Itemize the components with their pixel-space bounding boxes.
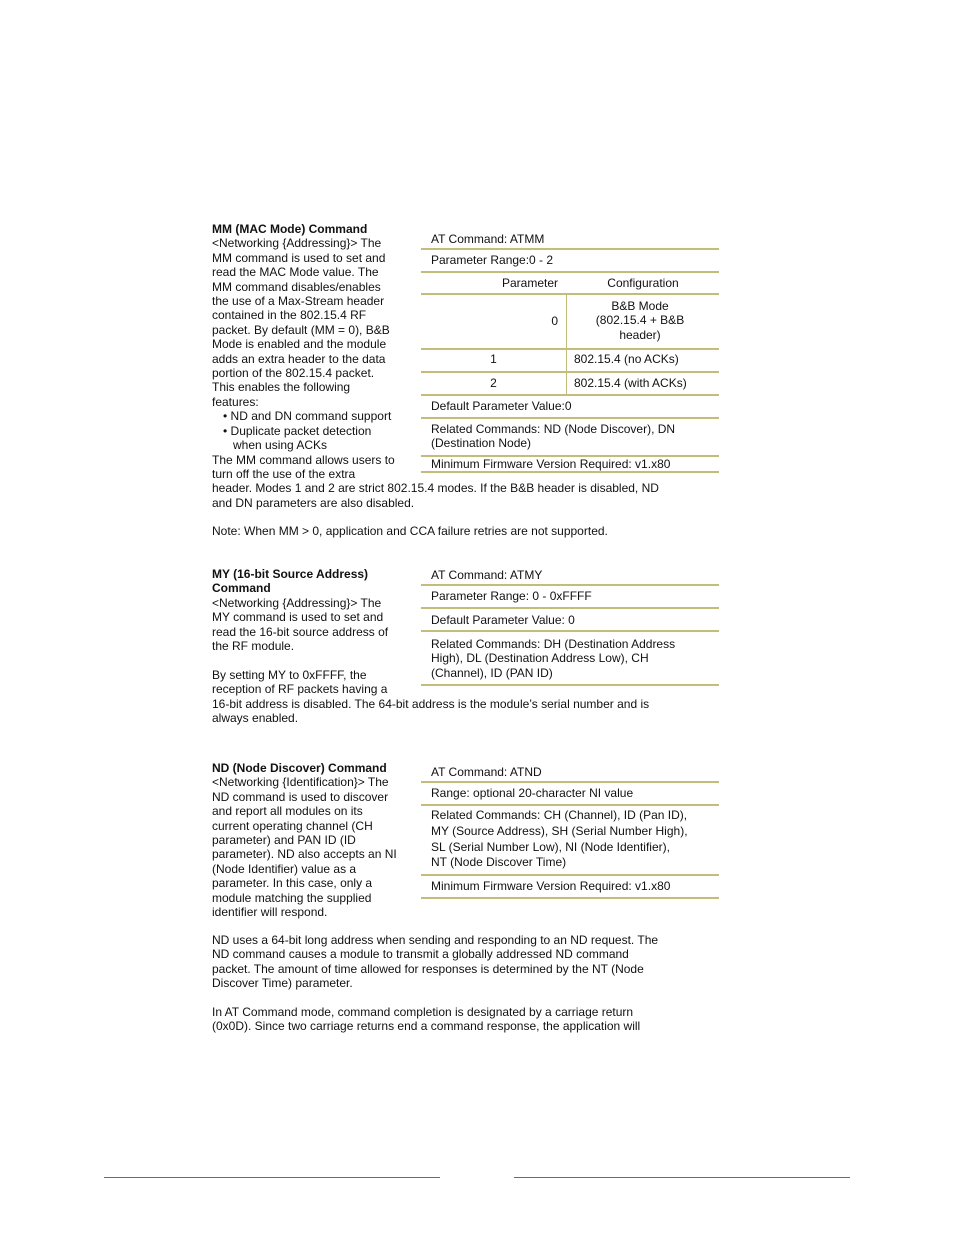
mm-table [421, 228, 719, 474]
my-line: read the 16-bit source address of [212, 624, 389, 639]
mm-line: header. Modes 1 and 2 are strict 802.15.4 modes. If the B&B header is disabled, ND [212, 481, 659, 496]
nd-line: parameter) and PAN ID (ID [212, 833, 356, 848]
mm-related: Related Commands: ND (Node Discover), DN (Destination Node) [431, 422, 676, 451]
nd-line: (Node Identifier) value as a [212, 861, 357, 876]
mm-line: features: [212, 394, 259, 409]
nd-line: parameter). ND also accepts an NI [212, 847, 397, 862]
mm-default: Default Parameter Value:0 [431, 399, 572, 413]
mm-line: the use of a Max-Stream header [212, 294, 385, 309]
my-line: MY command is used to set and [212, 610, 384, 625]
mm-title: MM (MAC Mode) Command [212, 222, 368, 236]
mm-line: MM command is used to set and [212, 250, 386, 265]
nd-table [421, 761, 719, 901]
mm-line: <Networking {Addressing}> The [212, 236, 382, 251]
my-title: Command [212, 581, 271, 596]
my-line: <Networking {Addressing}> The [212, 595, 382, 610]
my-range: Parameter Range: 0 - 0xFFFF [431, 589, 592, 603]
mm-col-parameter: Parameter [501, 276, 558, 290]
mm-row-param: 1 [490, 352, 497, 366]
mm-line: adds an extra header to the data [212, 351, 386, 366]
mm-row-param: 2 [490, 376, 497, 390]
mm-line: This enables the following [212, 380, 351, 395]
nd-line: ND command is used to discover [212, 789, 389, 804]
mm-line: and DN parameters are also disabled. [212, 495, 415, 510]
nd-line: and report all modules on its [212, 804, 363, 819]
mm-line: read the MAC Mode value. The [212, 265, 379, 280]
mm-line: packet. By default (MM = 0), B&B [212, 322, 390, 337]
my-line: always enabled. [212, 711, 299, 726]
my-line: 16-bit address is disabled. The 64-bit address is the module’s serial number and is [212, 696, 650, 711]
mm-line: MM command disables/enables [212, 279, 381, 294]
mm-note: Note: When MM > 0, application and CCA failure retries are not supported. [212, 524, 608, 538]
mm-bullet-continuation: when using ACKs [233, 438, 328, 453]
mm-line: Mode is enabled and the module [212, 337, 387, 352]
mm-row-config: B&B Mode (802.15.4 + B&B header) [595, 299, 685, 342]
mm-line: contained in the 802.15.4 RF [212, 308, 367, 323]
bullet-icon: • [223, 409, 228, 424]
footer-rule-right [514, 1177, 850, 1178]
mm-row-config: 802.15.4 (no ACKs) [574, 352, 679, 366]
nd-line: identifier will respond. [212, 905, 328, 920]
mm-col-configuration: Configuration [607, 276, 679, 290]
my-line: the RF module. [212, 639, 295, 654]
mm-row-param: 0 [551, 314, 558, 328]
nd-line: module matching the supplied [212, 890, 372, 905]
mm-row-config: 802.15.4 (with ACKs) [574, 376, 687, 390]
my-line: By setting MY to 0xFFFF, the [212, 667, 367, 682]
mm-at-command: AT Command: ATMM [431, 232, 545, 246]
mm-bullet-item: • Duplicate packet detection [223, 423, 372, 438]
nd-related: Related Commands: CH (Channel), ID (Pan ID), MY (Source Address), SH (Serial Number High), SL (Serial Number Low), NI (Node Identifier), NT (Node Discover Time) [431, 808, 688, 870]
nd-paragraph: ND uses a 64-bit long address when sending and responding to an ND request. The ND command causes a module to transmit a globally addressed ND command packet. The amount of time allowed for responses is determined by the NT (Node Discover Time) parameter. [212, 933, 659, 991]
mm-line: The MM command allows users to [212, 452, 395, 467]
mm-range: Parameter Range:0 - 2 [431, 253, 554, 267]
mm-firmware: Minimum Firmware Version Required: v1.x80 [431, 457, 671, 471]
nd-line: current operating channel (CH [212, 818, 373, 833]
nd-line: parameter. In this case, only a [212, 876, 373, 891]
mm-line: turn off the use of the extra [212, 466, 356, 481]
my-table [421, 564, 719, 688]
my-related: Related Commands: DH (Destination Address High), DL (Destination Address Low), CH (Channel), ID (PAN ID) [431, 637, 676, 680]
my-title: MY (16-bit Source Address) [212, 567, 369, 581]
nd-firmware: Minimum Firmware Version Required: v1.x80 [431, 879, 671, 893]
bullet-icon: • [223, 423, 228, 438]
nd-description [212, 761, 397, 919]
nd-range: Range: optional 20-character NI value [431, 786, 634, 800]
my-at-command: AT Command: ATMY [431, 568, 543, 582]
my-default: Default Parameter Value: 0 [431, 613, 575, 627]
mm-bullet-item: • ND and DN command support [223, 409, 392, 424]
nd-title: ND (Node Discover) Command [212, 761, 387, 775]
footer-rule-left [104, 1177, 440, 1178]
nd-line: <Networking {Identification}> The [212, 775, 389, 790]
nd-paragraph: In AT Command mode, command completion is designated by a carriage return (0x0D). Since two carriage returns end a command response, the application will [212, 1005, 641, 1034]
my-line: reception of RF packets having a [212, 682, 388, 697]
nd-at-command: AT Command: ATND [431, 765, 542, 779]
mm-line: portion of the 802.15.4 packet. [212, 366, 375, 381]
